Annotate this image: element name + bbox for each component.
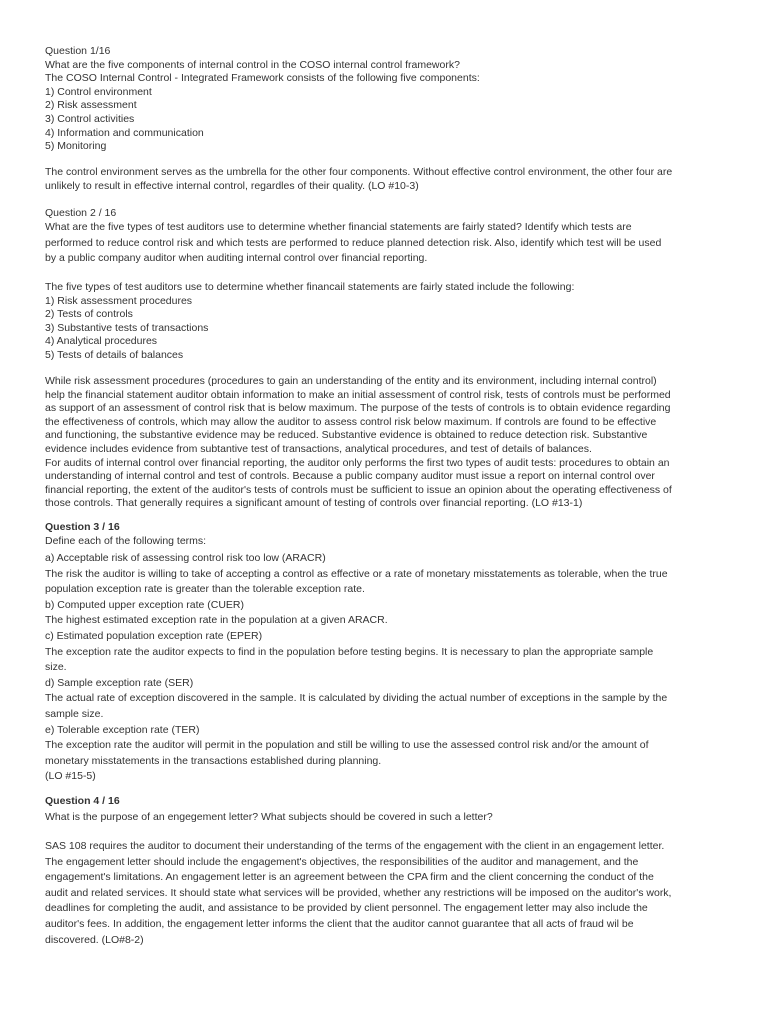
q2-list-line: 4) Analytical procedures <box>45 335 158 348</box>
q3-line: size. <box>45 661 67 674</box>
question-2-header <box>45 207 725 221</box>
q2-answer-line: While risk assessment procedures (procedures to gain an understanding of the entity and its environment, including internal control) <box>45 375 657 387</box>
q1-line: The COSO Internal Control - Integrated Framework consists of the following five components: <box>45 72 480 85</box>
q3-line: a) Acceptable risk of assessing control risk too low (ARACR) <box>45 552 326 564</box>
q1-line: What are the five components of internal control in the COSO internal control framework? <box>45 58 460 71</box>
question-4-header <box>45 795 725 809</box>
q3-line: The exception rate the auditor will permit in the population and still be willing to use the assessed control risk and/or the amount of <box>45 739 649 752</box>
q2-answer-line: help the financial statement auditor obtain information to make an initial assessment of control risk, tests of controls must be performed <box>45 388 671 401</box>
question-2-answer <box>45 375 725 511</box>
q3-line: population exception rate is greater than the tolerable exception rate. <box>45 583 365 596</box>
q1-line: Question 1/16 <box>45 45 111 57</box>
q4-answer-line: The engagement letter should include the engagement's objectives, the responsibilities of the auditor and management, and the <box>45 855 639 868</box>
q3-line: (LO #15-5) <box>45 770 96 783</box>
q2-question-line: What are the five types of test auditors use to determine whether financial statements are fairly stated? Identify which tests are <box>45 221 632 233</box>
q2-question-line: performed to reduce control risk and which tests are performed to reduce planned detection risk. Also, identify which test will be used <box>45 236 662 249</box>
question-1-block <box>45 45 725 154</box>
q3-line: d) Sample exception rate (SER) <box>45 676 194 689</box>
question-2-text <box>45 220 725 267</box>
question-4-text <box>45 811 725 825</box>
q3-line: The exception rate the auditor expects to find in the population before testing begins. It is necessary to plan the appropriate sample <box>45 645 654 658</box>
q4-answer-line: discovered. (LO#8-2) <box>45 933 144 946</box>
question-3-definitions <box>45 551 725 785</box>
q1-line: 2) Risk assessment <box>45 99 137 112</box>
q2-header: Question 2 / 16 <box>45 207 117 219</box>
q4-answer-line: auditor's fees. In addition, the engagement letter informs the client that the auditor cannot guarantee that all acts of fraud wil be <box>45 917 634 930</box>
q2-answer-line: evidence includes evidence from subtantive test of transactions, analytical procedures, and test of details of balances. <box>45 442 592 455</box>
q3-line: The actual rate of exception discovered in the sample. It is calculated by dividing the actual number of exceptions in the sample by the <box>45 692 668 705</box>
q3-line: e) Tolerable exception rate (TER) <box>45 723 200 736</box>
question-3-body <box>45 535 725 549</box>
q4-question: What is the purpose of an engegement letter? What subjects should be covered in such a letter? <box>45 811 493 823</box>
q2-answer-line: For audits of internal control over financial reporting, the auditor only performs the first two types of audit tests: procedures to obtain an <box>45 456 670 469</box>
q1-line: 3) Control activities <box>45 112 135 125</box>
q2-answer-line: the effectiveness of controls, which may allow the auditor to assess control risk below maximum. If controls are found to be effective <box>45 415 657 428</box>
q2-answer-line: financial reporting, the extent of the auditor's tests of controls must be sufficient to issue an opinion about the operating effectiveness of <box>45 483 672 496</box>
q4-answer-line: audit and related services. It should state what services will be provided, whether any restrictions will be imposed on the auditor's work, <box>45 886 672 899</box>
q1-line: 4) Information and communication <box>45 126 204 139</box>
q1-line: 1) Control environment <box>45 85 152 98</box>
question-4-answer <box>45 839 725 948</box>
q4-answer-line: deadlines for completing the audit, and assistance to be provided by client personnel. The engagement letter may also include the <box>45 902 648 915</box>
q3-line: monetary misstatements in the transactions established during planning. <box>45 754 382 767</box>
q2-answer-line: understanding of internal control and test of controls. Because a public company auditor must issue a report on internal control over <box>45 470 655 483</box>
q2-answer-line: as support of an assessment of control risk that is below maximum. The purpose of the tests of controls is to obtain evidence regarding <box>45 402 671 415</box>
q2-list-line: 1) Risk assessment procedures <box>45 294 193 307</box>
q4-answer-line: engagement's limitations. An engagement letter is an agreement between the CPA firm and the client concerning the conduct of the <box>45 871 654 884</box>
q3-line: b) Computed upper exception rate (CUER) <box>45 598 245 611</box>
q2-answer-line: and functioning, the substantive evidence may be reduced. Substantive evidence is obtained to reduce detection risk. Substantive <box>45 429 648 442</box>
q3-line: The risk the auditor is willing to take of accepting a control as effective or a rate of monetary misstatements as tolerable, when the true <box>45 567 668 580</box>
q2-list-line: 3) Substantive tests of transactions <box>45 321 209 334</box>
q2-list-line: The five types of test auditors use to determine whether financail statements are fairly stated include the following: <box>45 281 575 293</box>
q4-answer-line: SAS 108 requires the auditor to document their understanding of the terms of the engagement with the client in an engagement letter. <box>45 840 665 852</box>
q3-line: Define each of the following terms: <box>45 535 207 547</box>
q3-line: c) Estimated population exception rate (EPER) <box>45 629 263 642</box>
q2-list-line: 5) Tests of details of balances <box>45 348 184 361</box>
q3-line: sample size. <box>45 707 104 720</box>
q3-header: Question 3 / 16 <box>45 521 120 533</box>
question-1-answer <box>45 166 725 193</box>
q4-header: Question 4 / 16 <box>45 795 120 807</box>
q2-list-line: 2) Tests of controls <box>45 308 133 321</box>
q3-line: The highest estimated exception rate in the population at a given ARACR. <box>45 614 388 627</box>
question-3-header <box>45 521 725 535</box>
q1-answer-line: unlikely to result in effective internal control, regardles of their quality. (LO #10-3) <box>45 179 419 192</box>
q1-line: 5) Monitoring <box>45 140 107 153</box>
q2-answer-line: those controls. That generally requires a significant amount of testing of controls over financial reporting. (LO #13-1) <box>45 497 583 510</box>
question-2-list <box>45 281 725 363</box>
q2-question-line: by a public company auditor when auditing internal control over financial reporting. <box>45 252 428 265</box>
q1-answer-line: The control environment serves as the umbrella for the other four components. Without effective control environment, the other four are <box>45 166 673 178</box>
